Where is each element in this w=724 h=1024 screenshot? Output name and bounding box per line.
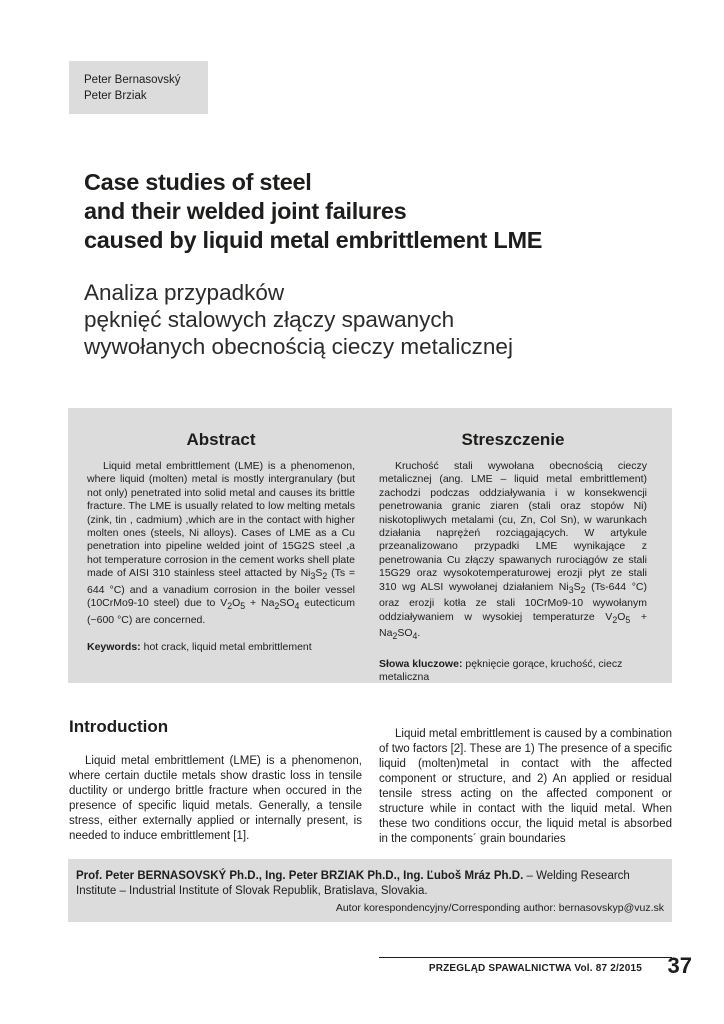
streszczenie-text: Kruchość stali wywołana obecnością cieczy metalicznej (ang. LME – liquid metal embrittlement) zachodzi podczas oddziaływania i w konsekwencji penetrowania granic ziaren (stali oraz stopów Ni) niskotopliwych metalami (cu, Zn, Col Sn), w warunkach działania naprężeń rozciągających. W artykule przeanalizowano przypadki LME wynikające z penetrowania Cu złączy spawanych rurociągów ze stali 15G29 oraz wysokotemperaturowej erozji płyt ze stali 310 wg ALSI wywołanej działaniem $Ni_3S_2$ (Ts-644 °C) oraz erozji kotła ze stali 10CrMo9-10 wywołanym oddziaływaniem w wysokiej temperaturze $V_2O_5 + Na_2SO_4$. bbox=[379, 460, 648, 642]
streszczenie-keywords: Słowa kluczowe: pęknięcie gorące, kruchość, ciecz metaliczna bbox=[379, 657, 623, 683]
abstract-keywords: Keywords: hot crack, liquid metal embrittlement bbox=[87, 641, 312, 654]
journal-name: PRZEGLĄD SPAWALNICTWA Vol. 87 2/2015 bbox=[428, 963, 642, 974]
subtitle-line: wywołanych obecnością cieczy metalicznej bbox=[84, 334, 513, 359]
page-number: 37 bbox=[667, 953, 692, 978]
title-line: and their welded joint failures bbox=[84, 198, 407, 224]
author-name: Peter Bernasovský bbox=[84, 74, 181, 86]
author-name: Peter Brziak bbox=[84, 90, 147, 102]
introduction-text-right: Liquid metal embrittlement is caused by a combination of two factors [2]. These are 1) The presence of a specific liquid (molten)metal in contact with the affected component or structure, and 2) An applied or residual tensile stress acting on the affected component or structure while in contact with the liquid metal. When these two conditions occur, the liquid metal is absorbed in the components´ grain boundaries bbox=[379, 728, 672, 845]
title-line: Case studies of steel bbox=[84, 169, 312, 195]
affiliation-box bbox=[68, 859, 672, 922]
subtitle-line: Analiza przypadków bbox=[84, 280, 285, 305]
paper-title bbox=[84, 168, 684, 255]
paper-subtitle bbox=[84, 279, 684, 360]
corresponding-author: Autor korespondencyjny/Corresponding author: bernasovskyp@vuz.sk bbox=[335, 902, 664, 914]
abstract-heading: Abstract bbox=[186, 430, 256, 449]
abstract-column bbox=[87, 408, 355, 654]
title-line: caused by liquid metal embrittlement LME bbox=[84, 227, 543, 253]
footer-divider bbox=[379, 957, 672, 958]
streszczenie-heading: Streszczenie bbox=[461, 430, 565, 449]
affiliation-text: Prof. Peter BERNASOVSKÝ Ph.D., Ing. Peter BRZIAK Ph.D., Ing. Ľuboš Mráz Ph.D. – Welding Research Institute – Industrial Institute of Slovak Republik, Bratislava, Slovakia. bbox=[76, 870, 630, 897]
abstract-box bbox=[68, 408, 672, 683]
introduction-heading: Introduction bbox=[69, 717, 169, 736]
streszczenie-column bbox=[379, 408, 647, 684]
abstract-text: Liquid metal embrittlement (LME) is a phenomenon, where liquid (molten) metal is mostly intergranulary (but not only) penetrated into solid metal and causes its brittle fracture. The LME is usually related to low melting metals (zink, tin , cadmium) ,which are in the contact with higher molten ones (steels, Ni alloys). Cases of LME as a Cu penetration into pipeline welded joint of 15G2S steel ,a hot temperature corrosion in the cement works shell plate made of AISI 310 stainless steel attacted by $Ni_3S_2$ (Ts = 644 °C) and a vanadium corrosion in the boiler vessel (10CrMo9-10 steel) due to $V_2O_5 + Na_2SO_4$ eutecticum (~600 °C) are concerned. bbox=[87, 460, 356, 626]
subtitle-line: pęknięć stalowych złączy spawanych bbox=[84, 307, 455, 332]
introduction-text-left: Liquid metal embrittlement (LME) is a phenomenon, where certain ductile metals show drastic loss in tensile ductility or undergo brittle fracture when occured in the presence of specific liquid metals. Generally, a tensile stress, either externally applied or internally present, is needed to induce embrittlement [1]. bbox=[69, 755, 362, 842]
authors-box bbox=[69, 61, 208, 114]
